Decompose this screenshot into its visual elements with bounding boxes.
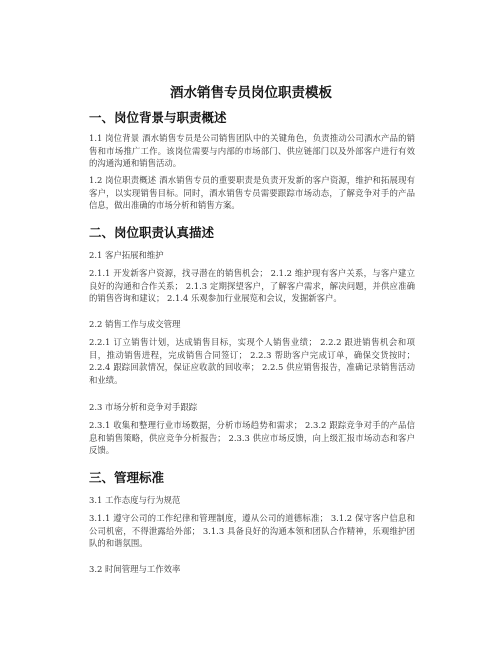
paragraph-3-1-detail: 3.1.1 遵守公司的工作纪律和管理制度，遵从公司的道德标准； 3.1.2 保守客户信息和公司机密，不得泄露给外部； 3.1.3 具备良好的沟通本领和团队合作精神，乐观维护团队的和谐氛围。 bbox=[89, 513, 415, 549]
paragraph-2-3-detail: 2.3.1 收集和整理行业市场数据，分析市场趋势和需求； 2.3.2 跟踪竞争对手的产品信息和销售策略，供应竞争分析报告； 2.3.3 供应市场反馈，向上级汇报市场动态和客户反馈。 bbox=[89, 420, 415, 456]
paragraph-1-2: 1.2 岗位职责概述 酒水销售专员的重要职责是负责开发新的客户资源，维护和拓展现有客户，以实现销售目标。同时，酒水销售专员需要跟踪市场动态，了解竞争对手的产品信息，做出准确的市场分析和销售方案。 bbox=[89, 175, 415, 211]
section-heading-3: 三、管理标准 bbox=[89, 470, 165, 485]
page-title: 酒水销售专员岗位职责模板 bbox=[170, 85, 332, 101]
section-heading-2: 二、岗位职责认真描述 bbox=[89, 225, 215, 240]
paragraph-3-1: 3.1 工作态度与行为规范 bbox=[89, 495, 181, 505]
paragraph-2-2: 2.2 销售工作与成交管理 bbox=[89, 319, 181, 329]
paragraph-3-2: 3.2 时间管理与工作效率 bbox=[89, 564, 181, 574]
paragraph-1-1: 1.1 岗位背景 酒水销售专员是公司销售团队中的关键角色，负责推动公司酒水产品的销售和市场推广工作。该岗位需要与内部的市场部门、供应链部门以及外部客户进行有效的沟通沟通和销售活动。 bbox=[89, 133, 415, 169]
paragraph-2-3: 2.3 市场分析和竞争对手跟踪 bbox=[89, 402, 198, 412]
paragraph-2-2-detail: 2.2.1 订立销售计划，达成销售目标，实现个人销售业绩； 2.2.2 跟进销售机会和项目，推动销售进程，完成销售合同签订； 2.2.3 帮助客户完成订单，确保交货按时； 2.2.4 跟踪回款情况，保证应收款的回收率； 2.2.5 供应销售报告，准确记录销售活动和业绩。 bbox=[89, 337, 415, 386]
paragraph-2-1-detail: 2.1.1 开发新客户资源，找寻潜在的销售机会； 2.1.2 维护现有客户关系，与客户建立良好的沟通和合作关系； 2.1.3 定期探望客户，了解客户需求，解决问题，并供应准确的销售咨询和建议； 2.1.4 乐观参加行业展览和会议，发掘新客户。 bbox=[89, 268, 415, 304]
paragraph-2-1: 2.1 客户拓展和维护 bbox=[89, 250, 164, 260]
section-heading-1: 一、岗位背景与职责概述 bbox=[89, 110, 227, 125]
